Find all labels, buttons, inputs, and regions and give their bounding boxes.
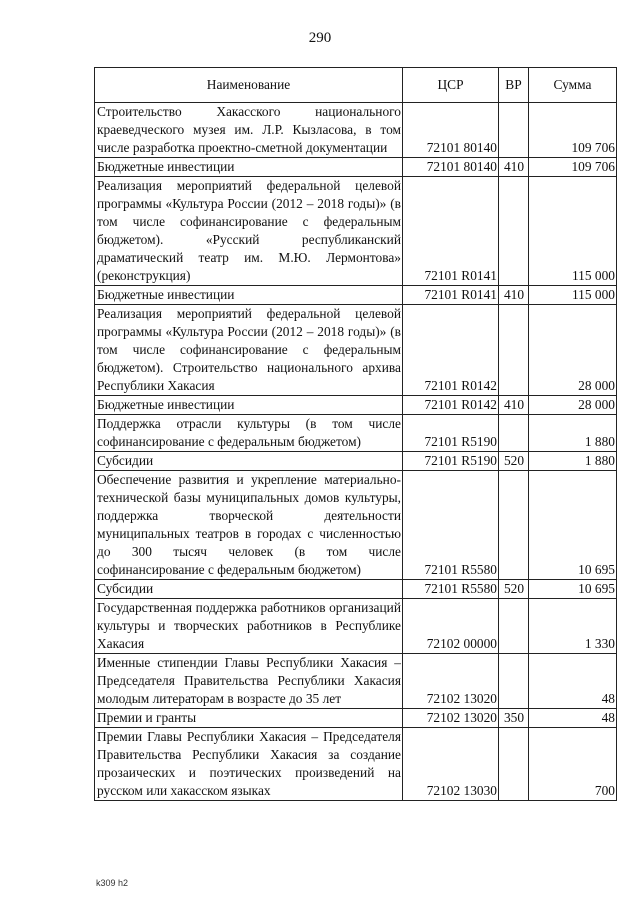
row-name: Субсидии <box>95 580 403 599</box>
header-csr: ЦСР <box>403 68 499 103</box>
row-sum: 1 880 <box>529 415 617 452</box>
row-name: Обеспечение развития и укрепление материально-технической базы муниципальных домов культуры, поддержка творческой деятельности муниципальных театров в городах с численностью до 300 тысяч человек (в том числе софинансирование с федеральным бюджетом) <box>95 471 403 580</box>
table-row <box>95 580 617 599</box>
footer-code: k309 h2 <box>96 878 129 888</box>
header-sum: Сумма <box>529 68 617 103</box>
table-row <box>95 728 617 801</box>
row-sum: 28 000 <box>529 396 617 415</box>
row-name: Реализация мероприятий федеральной целевой программы «Культура России (2012 – 2018 годы)» (в том числе софинансирование с федеральным бюджетом). Строительство национального архива Республики Хакасия <box>95 305 403 396</box>
row-csr: 72101 R0142 <box>403 396 499 415</box>
row-name: Государственная поддержка работников организаций культуры и творческих работников в Республике Хакасия <box>95 599 403 654</box>
row-csr: 72101 R0141 <box>403 177 499 286</box>
table-row <box>95 286 617 305</box>
table-row <box>95 103 617 158</box>
row-sum: 115 000 <box>529 286 617 305</box>
row-sum: 1 330 <box>529 599 617 654</box>
table-row <box>95 471 617 580</box>
row-csr: 72101 R5190 <box>403 415 499 452</box>
table-row <box>95 396 617 415</box>
row-sum: 1 880 <box>529 452 617 471</box>
row-name: Субсидии <box>95 452 403 471</box>
table-row <box>95 158 617 177</box>
table-row <box>95 452 617 471</box>
row-vr <box>499 103 529 158</box>
row-vr <box>499 305 529 396</box>
row-csr: 72102 13030 <box>403 728 499 801</box>
row-csr: 72101 R0142 <box>403 305 499 396</box>
row-name: Поддержка отрасли культуры (в том числе софинансирование с федеральным бюджетом) <box>95 415 403 452</box>
table-row <box>95 654 617 709</box>
row-sum: 109 706 <box>529 158 617 177</box>
row-vr: 410 <box>499 396 529 415</box>
row-sum: 109 706 <box>529 103 617 158</box>
table-row <box>95 599 617 654</box>
row-sum: 28 000 <box>529 305 617 396</box>
row-sum: 115 000 <box>529 177 617 286</box>
table-row <box>95 415 617 452</box>
row-name: Строительство Хакасского национального краеведческого музея им. Л.Р. Кызласова, в том числе разработка проектно-сметной документации <box>95 103 403 158</box>
row-sum: 10 695 <box>529 580 617 599</box>
row-vr <box>499 415 529 452</box>
row-name: Именные стипендии Главы Республики Хакасия – Председателя Правительства Республики Хакасия молодым литераторам в возрасте до 35 лет <box>95 654 403 709</box>
row-vr: 520 <box>499 452 529 471</box>
table-row <box>95 305 617 396</box>
header-vr: ВР <box>499 68 529 103</box>
row-csr: 72102 13020 <box>403 709 499 728</box>
row-sum: 48 <box>529 709 617 728</box>
row-name: Бюджетные инвестиции <box>95 286 403 305</box>
row-csr: 72101 R5580 <box>403 471 499 580</box>
budget-table <box>94 67 617 801</box>
row-vr <box>499 654 529 709</box>
row-vr <box>499 728 529 801</box>
row-sum: 700 <box>529 728 617 801</box>
row-name: Реализация мероприятий федеральной целевой программы «Культура России (2012 – 2018 годы)» (в том числе софинансирование с федеральным бюджетом). «Русский республиканский драматический театр им. М.Ю. Лермонтова» (реконструкция) <box>95 177 403 286</box>
row-csr: 72101 R5580 <box>403 580 499 599</box>
table-row <box>95 709 617 728</box>
row-vr <box>499 177 529 286</box>
header-name: Наименование <box>95 68 403 103</box>
row-csr: 72101 R0141 <box>403 286 499 305</box>
row-csr: 72102 13020 <box>403 654 499 709</box>
row-csr: 72101 80140 <box>403 103 499 158</box>
row-sum: 10 695 <box>529 471 617 580</box>
row-vr <box>499 471 529 580</box>
page-number: 290 <box>308 30 332 46</box>
row-sum: 48 <box>529 654 617 709</box>
table-row <box>95 177 617 286</box>
row-vr <box>499 599 529 654</box>
row-vr: 520 <box>499 580 529 599</box>
row-vr: 350 <box>499 709 529 728</box>
row-csr: 72101 80140 <box>403 158 499 177</box>
row-vr: 410 <box>499 158 529 177</box>
table-header-row <box>95 68 617 103</box>
row-csr: 72101 R5190 <box>403 452 499 471</box>
row-name: Бюджетные инвестиции <box>95 396 403 415</box>
row-name: Бюджетные инвестиции <box>95 158 403 177</box>
row-name: Премии и гранты <box>95 709 403 728</box>
row-name: Премии Главы Республики Хакасия – Председателя Правительства Республики Хакасия за создание прозаических и поэтических произведений на русском или хакасском языках <box>95 728 403 801</box>
row-vr: 410 <box>499 286 529 305</box>
row-csr: 72102 00000 <box>403 599 499 654</box>
